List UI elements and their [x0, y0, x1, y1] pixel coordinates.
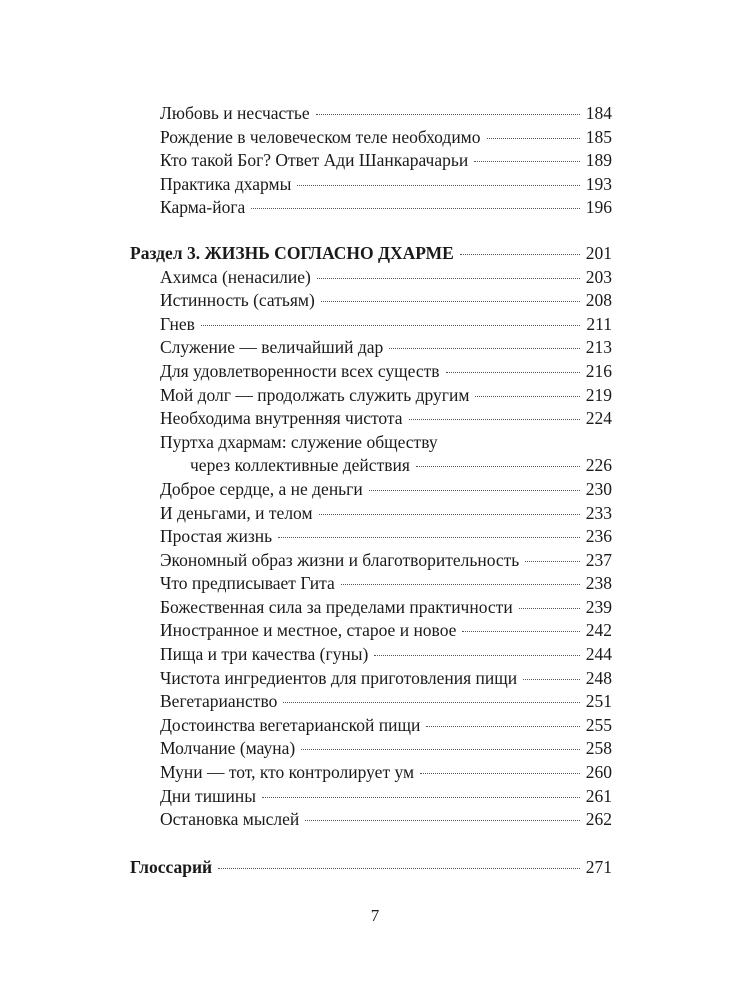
- toc-entry-title: Что предписывает Гита: [160, 573, 335, 594]
- dot-leader: [341, 583, 580, 585]
- dot-leader: [389, 347, 579, 349]
- toc-entry[interactable]: [130, 407, 612, 431]
- toc-entry-title: Кто такой Бог? Ответ Ади Шанкарачарьи: [160, 150, 469, 171]
- toc-entry[interactable]: [130, 478, 612, 502]
- toc-group-2: [130, 266, 612, 431]
- dot-leader: [519, 607, 580, 609]
- toc-glossary[interactable]: [130, 856, 612, 880]
- page-number: 7: [370, 906, 380, 925]
- toc-entry-title: Иностранное и местное, старое и новое: [160, 620, 457, 641]
- toc-section-heading[interactable]: [130, 242, 612, 266]
- toc-entry[interactable]: [130, 619, 612, 643]
- toc-entry-title: Мой долг — продолжать служить другим: [160, 384, 470, 405]
- toc-entry-title: Пища и три качества (гуны): [160, 644, 369, 665]
- dot-leader: [283, 701, 579, 703]
- toc-entry-page: 261: [585, 785, 612, 806]
- toc-entry-title: Дни тишины: [160, 785, 257, 806]
- toc-entry-page: 208: [585, 290, 612, 311]
- dot-leader: [317, 277, 580, 279]
- toc-entry-title: Достоинства вегетарианской пищи: [160, 714, 421, 735]
- section-title: Раздел 3. ЖИЗНЬ СОГЛАСНО ДХАРМЕ: [130, 242, 454, 263]
- toc-entry[interactable]: [130, 667, 612, 691]
- dot-leader: [525, 560, 579, 562]
- toc-entry[interactable]: [130, 549, 612, 573]
- toc-entry-page: 226: [585, 455, 612, 476]
- toc-entry-page: 237: [585, 549, 612, 570]
- toc-entry-title: Рождение в человеческом теле необходимо: [160, 126, 481, 147]
- toc-entry-page: 213: [585, 337, 612, 358]
- toc-gap: [130, 832, 612, 856]
- toc-entry[interactable]: [130, 808, 612, 832]
- dot-leader: [218, 867, 580, 869]
- toc-entry[interactable]: [130, 360, 612, 384]
- toc-entry[interactable]: [130, 572, 612, 596]
- toc-entry-page: 238: [585, 573, 612, 594]
- toc-entry-page: 219: [585, 384, 612, 405]
- toc-entry[interactable]: [130, 785, 612, 809]
- toc-entry-page: 251: [585, 691, 612, 712]
- toc-entry-page: 193: [585, 173, 612, 194]
- dot-leader: [374, 654, 579, 656]
- toc-entry[interactable]: [130, 336, 612, 360]
- dot-leader: [426, 725, 579, 727]
- toc-entry-title: И деньгами, и телом: [160, 502, 313, 523]
- dot-leader: [278, 536, 580, 538]
- toc-entry-page: 255: [585, 714, 612, 735]
- toc-entry[interactable]: [130, 502, 612, 526]
- dot-leader: [487, 137, 580, 139]
- toc-entry-title: Необходима внутренняя чистота: [160, 408, 403, 429]
- toc-entry[interactable]: [130, 737, 612, 761]
- dot-leader: [475, 395, 579, 397]
- dot-leader: [462, 630, 579, 632]
- dot-leader: [251, 207, 579, 209]
- toc-entry-page: 262: [585, 809, 612, 830]
- toc-entry[interactable]: [130, 761, 612, 785]
- dot-leader: [474, 160, 580, 162]
- toc-entry-line1: [130, 431, 612, 455]
- dot-leader: [301, 748, 580, 750]
- toc-group-3: [130, 478, 612, 832]
- toc-entry-title: Молчание (мауна): [160, 738, 296, 759]
- toc-entry[interactable]: [130, 714, 612, 738]
- toc-entry[interactable]: [130, 149, 612, 173]
- dot-leader: [316, 113, 580, 115]
- toc-entry-page: 239: [585, 596, 612, 617]
- glossary-title: Глоссарий: [130, 856, 213, 877]
- toc-entry-title: Божественная сила за пределами практичности: [160, 596, 513, 617]
- toc-entry-page: 196: [585, 197, 612, 218]
- dot-leader: [297, 184, 579, 186]
- toc-entry[interactable]: [130, 289, 612, 313]
- toc-entry-line2: [130, 454, 612, 478]
- toc-entry-title: Любовь и несчастье: [160, 103, 310, 123]
- toc-group-1: [130, 102, 612, 220]
- toc-entry[interactable]: [130, 126, 612, 150]
- dot-leader: [460, 253, 580, 255]
- toc-entry-page: 203: [585, 266, 612, 287]
- toc-entry-title: Ахимса (ненасилие): [160, 266, 311, 287]
- toc-entry[interactable]: [130, 102, 612, 126]
- dot-leader: [523, 678, 580, 680]
- toc-entry-title: Остановка мыслей: [160, 809, 300, 830]
- dot-leader: [262, 796, 580, 798]
- toc-entry-title: Муни — тот, кто контролирует ум: [160, 762, 415, 783]
- toc-entry[interactable]: [130, 525, 612, 549]
- toc-entry-title: Карма-йога: [160, 197, 246, 218]
- toc-entry-page: 185: [585, 126, 612, 147]
- dot-leader: [446, 371, 580, 373]
- toc-entry[interactable]: [130, 196, 612, 220]
- toc-entry-page: 233: [585, 502, 612, 523]
- dot-leader: [416, 465, 580, 467]
- toc-entry-page: 244: [585, 644, 612, 665]
- toc-entry-page: 216: [585, 360, 612, 381]
- dot-leader: [369, 489, 580, 491]
- toc-entry[interactable]: [130, 643, 612, 667]
- table-of-contents: [130, 102, 612, 879]
- toc-entry[interactable]: [130, 266, 612, 290]
- toc-entry-page: 189: [585, 150, 612, 171]
- toc-entry-page: 236: [585, 526, 612, 547]
- toc-entry-title: Простая жизнь: [160, 526, 273, 547]
- toc-gap: [130, 220, 612, 242]
- dot-leader: [201, 324, 581, 326]
- toc-entry[interactable]: [130, 690, 612, 714]
- toc-entry[interactable]: [130, 384, 612, 408]
- section-page: 201: [585, 242, 612, 263]
- toc-entry-page: 242: [585, 620, 612, 641]
- toc-entry-title-line2: через коллективные действия: [190, 455, 410, 476]
- toc-entry-title: Доброе сердце, а не деньги: [160, 478, 363, 499]
- toc-entry-page: 258: [585, 738, 612, 759]
- toc-entry-page: 224: [585, 408, 612, 429]
- dot-leader: [321, 300, 580, 302]
- toc-entry-title-line1: Пуртха дхармам: служение обществу: [160, 431, 438, 452]
- toc-entry-title: Истинность (сатьям): [160, 290, 315, 311]
- toc-entry-page: 184: [585, 103, 612, 123]
- toc-entry-title: Вегетарианство: [160, 691, 278, 712]
- toc-entry-title: Практика дхармы: [160, 173, 292, 194]
- toc-entry[interactable]: [130, 173, 612, 197]
- glossary-page: 271: [585, 856, 612, 877]
- toc-entry-page: 230: [585, 478, 612, 499]
- dot-leader: [319, 513, 580, 515]
- toc-entry-title: Экономный образ жизни и благотворительность: [160, 549, 520, 570]
- toc-entry-title: Для удовлетворенности всех существ: [160, 360, 440, 381]
- toc-entry[interactable]: [130, 596, 612, 620]
- dot-leader: [420, 772, 580, 774]
- toc-entry-title: Гнев: [160, 313, 195, 334]
- toc-entry-page: 248: [585, 667, 612, 688]
- toc-entry-multiline[interactable]: [130, 431, 612, 478]
- toc-entry-page: 211: [586, 313, 612, 334]
- toc-entry-page: 260: [585, 762, 612, 783]
- dot-leader: [305, 819, 579, 821]
- dot-leader: [409, 418, 580, 420]
- toc-entry-title: Чистота ингредиентов для приготовления пищи: [160, 667, 518, 688]
- toc-entry[interactable]: [130, 313, 612, 337]
- toc-entry-title: Служение — величайший дар: [160, 337, 384, 358]
